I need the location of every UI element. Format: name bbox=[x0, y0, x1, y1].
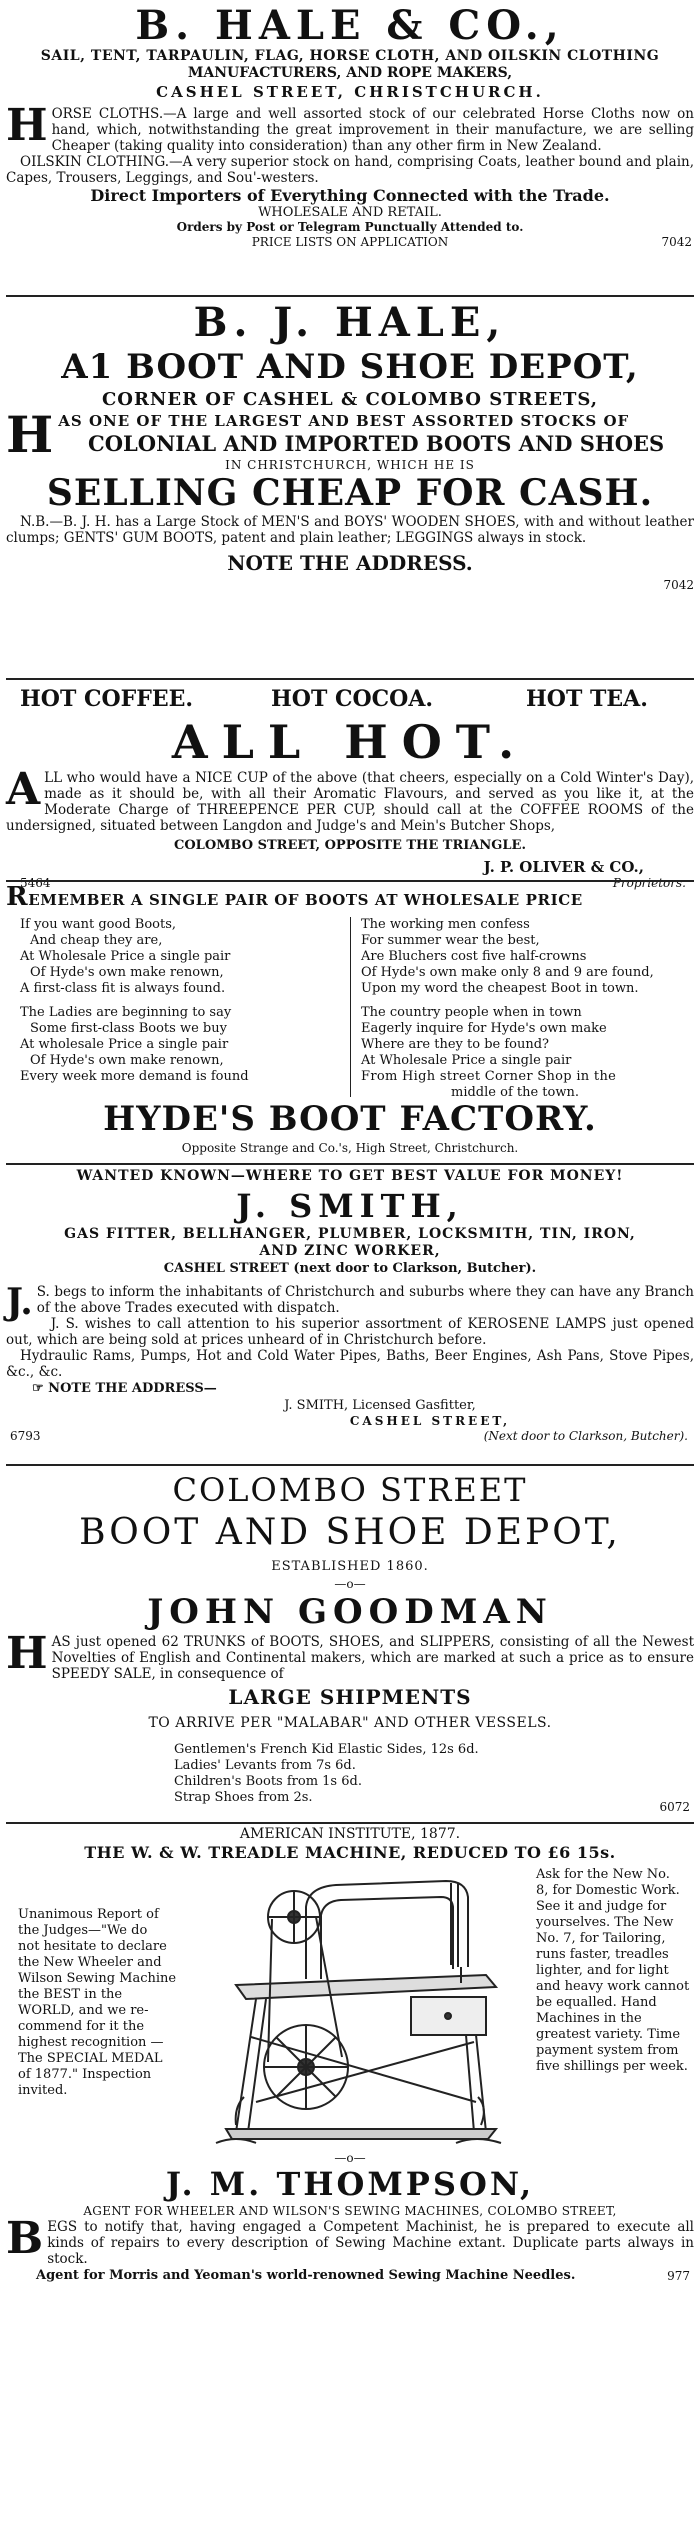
paragraph-text: S. begs to inform the inhabitants of Christchurch and suburbs where they can have any Branch of the above Trades executed with dispatch. bbox=[36, 1284, 694, 1316]
ad-signature: (Next door to Clarkson, Butcher). bbox=[483, 1429, 688, 1443]
sewing-machine-illustration bbox=[196, 1867, 516, 2152]
ad-hale-co bbox=[6, 4, 694, 249]
ad-bj-hale bbox=[6, 300, 694, 594]
testimonial-line: highest recognition — bbox=[18, 2035, 164, 2050]
ad-number: 6793 bbox=[10, 1429, 41, 1443]
ad-address: CORNER OF CASHEL & COLOMBO STREETS, bbox=[101, 389, 599, 410]
testimonial-line: of 1877." Inspection bbox=[18, 2067, 152, 2082]
ad-headline: THE W. & W. TREADLE MACHINE, REDUCED TO £6 15s. bbox=[84, 1843, 616, 1862]
ad-paragraph: N.B.—B. J. H. has a Large Stock of MEN'S and BOYS' WOODEN SHOES, with and without leather clumps; GENTS' GUM BOOTS, patent and plain leather; LEGGINGS always in stock. bbox=[6, 514, 694, 546]
ad-address: CASHEL STREET (next door to Clarkson, Butcher). bbox=[163, 1261, 537, 1276]
poem-line: And cheap they are, bbox=[30, 933, 163, 948]
ad-paragraph: Hydraulic Rams, Pumps, Hot and Cold Water Pipes, Baths, Beer Engines, Ash Pans, Stove Pipes, &c., &c. bbox=[6, 1348, 694, 1380]
poem-line: The working men confess bbox=[361, 917, 530, 932]
divider bbox=[6, 1464, 694, 1466]
ad-subtitle: MANUFACTURERS, AND ROPE MAKERS, bbox=[187, 65, 513, 81]
ad-john-goodman bbox=[6, 1470, 694, 1820]
paragraph-text: ORSE CLOTHS.—A large and well assorted stock of our celebrated Horse Cloths now on hand, which, notwithstanding the great improvement in their manufacture, we are selling Cheaper (taking quality into consideration) than any other firm in New Zealand. bbox=[51, 106, 694, 154]
drop-cap: H bbox=[6, 100, 48, 151]
ornament: —o— bbox=[334, 1577, 366, 1591]
drop-cap: H bbox=[6, 405, 55, 464]
ad-line: LARGE SHIPMENTS bbox=[228, 1685, 472, 1709]
testimonial-line: invited. bbox=[18, 2083, 68, 2098]
feature-line: lighter, and for light bbox=[536, 1963, 669, 1978]
ad-title: HYDE'S BOOT FACTORY. bbox=[103, 1099, 597, 1139]
feature-line: No. 7, for Tailoring, bbox=[536, 1931, 666, 1946]
ad-paragraph: J. S. wishes to call attention to his superior assortment of KEROSENE LAMPS just opened out, which are being sold at prices unheard of in Christchurch before. bbox=[6, 1316, 694, 1348]
ad-line: NOTE THE ADDRESS. bbox=[227, 551, 473, 575]
price-list bbox=[6, 1742, 694, 1820]
drop-cap: R bbox=[6, 882, 29, 912]
testimonial-line: the New Wheeler and bbox=[18, 1955, 162, 1970]
ad-paragraph bbox=[6, 1628, 694, 1682]
feature-line: 8, for Domestic Work. bbox=[536, 1883, 680, 1898]
divider bbox=[6, 678, 694, 680]
ad-address: COLOMBO STREET, OPPOSITE THE TRIANGLE. bbox=[174, 838, 526, 853]
ad-line: Orders by Post or Telegram Punctually Attended to. bbox=[176, 220, 524, 234]
note-line: ☞ NOTE THE ADDRESS— bbox=[32, 1381, 217, 1396]
poem-line: Of Hyde's own make only 8 and 9 are found, bbox=[361, 965, 654, 980]
testimonial-line: the Judges—"We do bbox=[18, 1923, 148, 1938]
poem-line: If you want good Boots, bbox=[20, 917, 177, 932]
ad-established: ESTABLISHED 1860. bbox=[271, 1559, 429, 1574]
poem-line: middle of the town. bbox=[451, 1085, 579, 1100]
poem-right-column bbox=[361, 917, 691, 1101]
paragraph-text: AS ONE OF THE LARGEST AND BEST ASSORTED STOCKS OF bbox=[58, 412, 630, 430]
ad-signature: J. SMITH, Licensed Gasfitter, bbox=[284, 1398, 476, 1413]
ad-line bbox=[6, 235, 694, 249]
poem-line: Where are they to be found? bbox=[361, 1037, 550, 1052]
testimonial-line: not hesitate to declare bbox=[18, 1939, 167, 1954]
ad-line: TO ARRIVE PER "MALABAR" AND OTHER VESSELS. bbox=[148, 1715, 552, 1731]
paragraph-text: EGS to notify that, having engaged a Competent Machinist, he is prepared to execute all kinds of repairs to every description of Sewing Machine extant. Duplicate parts always in stock. bbox=[47, 2219, 694, 2267]
feature-line: See it and judge for bbox=[536, 1899, 667, 1914]
ad-signature: J. P. OLIVER & CO., bbox=[483, 858, 644, 876]
testimonial-line: Wilson Sewing Machine bbox=[18, 1971, 177, 1986]
poem-line: The Ladies are beginning to say bbox=[20, 1005, 232, 1020]
poem-line: A first-class fit is always found. bbox=[20, 981, 226, 996]
divider bbox=[6, 295, 694, 297]
feature-line: yourselves. The New bbox=[536, 1915, 674, 1930]
testimonial-line: Unanimous Report of bbox=[18, 1907, 159, 1922]
ad-address: Opposite Strange and Co.'s, High Street, Christchurch. bbox=[181, 1141, 519, 1155]
testimonial-line: The SPECIAL MEDAL bbox=[18, 2051, 163, 2066]
ad-line: Direct Importers of Everything Connected with the Trade. bbox=[90, 186, 610, 205]
testimonial-line: WORLD, and we re- bbox=[18, 2003, 149, 2018]
feature-line: and heavy work cannot bbox=[536, 1979, 690, 1994]
poem-line: Every week more demand is found bbox=[20, 1069, 249, 1084]
poem-line: Eagerly inquire for Hyde's own make bbox=[361, 1021, 607, 1036]
price-item: Children's Boots from 1s 6d. bbox=[174, 1774, 362, 1789]
poem-line: From High street Corner Shop in the bbox=[361, 1069, 617, 1084]
ad-number: 7042 bbox=[663, 578, 694, 592]
poem-left-column bbox=[20, 917, 350, 1085]
feature-line: Machines in the bbox=[536, 2011, 642, 2026]
ad-header: AMERICAN INSTITUTE, 1877. bbox=[239, 1826, 461, 1842]
price-item: Ladies' Levants from 7s 6d. bbox=[174, 1758, 356, 1773]
divider bbox=[6, 1163, 694, 1165]
drop-cap: B bbox=[6, 2213, 44, 2264]
ad-headline: SELLING CHEAP FOR CASH. bbox=[46, 472, 654, 514]
ad-title: ALL HOT. bbox=[171, 715, 529, 769]
ad-paragraph: OILSKIN CLOTHING.—A very superior stock on hand, comprising Coats, leather bound and plain, Capes, Trousers, Leggings, and Sou'-westers. bbox=[6, 154, 694, 186]
testimonial-column bbox=[18, 1907, 188, 2099]
paragraph-text: LL who would have a NICE CUP of the above (that cheers, especially on a Cold Winter's Day), made as it should be, with all their Aromatic Flavours, and served as you like it, at the Moderate Charge of THREEPENCE PER CUP, should call at the COFFEE ROOMS of the undersigned, situated between Langdon and Judge's and Mein's Butcher Shops, bbox=[6, 770, 694, 834]
poem-line: The country people when in town bbox=[361, 1005, 582, 1020]
ad-footer bbox=[6, 2267, 694, 2285]
price-lists: PRICE LISTS ON APPLICATION bbox=[251, 235, 449, 249]
poem-line: Upon my word the cheapest Boot in town. bbox=[361, 981, 639, 996]
ad-title: B. HALE & CO., bbox=[135, 2, 565, 49]
poem bbox=[6, 917, 694, 1100]
ad-line: COLONIAL AND IMPORTED BOOTS AND SHOES bbox=[88, 431, 665, 456]
agent-needles: Agent for Morris and Yeoman's world-renowned Sewing Machine Needles. bbox=[36, 2268, 576, 2283]
header-text: EMEMBER A SINGLE PAIR OF BOOTS AT WHOLESALE PRICE bbox=[28, 891, 583, 909]
price-item: Strap Shoes from 2s. bbox=[174, 1790, 313, 1805]
ad-trades: AND ZINC WORKER, bbox=[259, 1243, 441, 1259]
poem-line: Are Bluchers cost five half-crowns bbox=[361, 949, 587, 964]
ad-footer bbox=[6, 1429, 694, 1444]
column-separator bbox=[350, 917, 351, 1097]
ad-headline: A1 BOOT AND SHOE DEPOT, bbox=[61, 347, 639, 387]
ad-name: JOHN GOODMAN bbox=[147, 1592, 553, 1632]
drop-cap: A bbox=[6, 764, 41, 815]
ad-agent-line: AGENT FOR WHEELER AND WILSON'S SEWING MACHINES, COLOMBO STREET, bbox=[83, 2204, 617, 2218]
ad-line: IN CHRISTCHURCH, WHICH HE IS bbox=[225, 458, 475, 472]
feature-line: greatest variety. Time bbox=[536, 2027, 681, 2042]
ad-all-hot bbox=[6, 684, 694, 891]
proprietors-label: Proprietors. bbox=[612, 876, 686, 890]
ad-header: COLOMBO STREET bbox=[172, 1471, 528, 1509]
price-items bbox=[174, 1742, 479, 1806]
hot-cocoa: HOT COCOA. bbox=[271, 686, 434, 712]
features-column bbox=[536, 1867, 694, 2075]
poem-line: At Wholesale Price a single pair bbox=[20, 949, 231, 964]
poem-line: Of Hyde's own make renown, bbox=[30, 965, 224, 980]
paragraph-text: AS just opened 62 TRUNKS of BOOTS, SHOES, and SLIPPERS, consisting of all the Newest Novelties of English and Continental makers, which are marked at such a price as to ensure SPEEDY SALE, in consequence of bbox=[51, 1634, 694, 1682]
feature-line: be equalled. Hand bbox=[536, 1995, 657, 2010]
poem-line: At Wholesale Price a single pair bbox=[361, 1053, 572, 1068]
feature-line: runs faster, treadles bbox=[536, 1947, 669, 1962]
poem-line: Some first-class Boots we buy bbox=[30, 1021, 227, 1036]
ornament: —o— bbox=[334, 2151, 366, 2165]
hot-tea: HOT TEA. bbox=[526, 686, 648, 712]
feature-line: five shillings per week. bbox=[536, 2059, 688, 2074]
ad-paragraph bbox=[6, 2213, 694, 2267]
ad-number: 5464 bbox=[20, 876, 51, 890]
ad-paragraph bbox=[6, 100, 694, 154]
ad-trades: GAS FITTER, BELLHANGER, PLUMBER, LOCKSMITH, TIN, IRON, bbox=[64, 1226, 636, 1242]
feature-line: payment system from bbox=[536, 2043, 679, 2058]
ad-address: CASHEL STREET, CHRISTCHURCH. bbox=[156, 83, 544, 101]
ad-line: WHOLESALE AND RETAIL. bbox=[258, 205, 442, 220]
ad-title: J. SMITH, bbox=[236, 1187, 464, 1225]
divider bbox=[6, 880, 694, 882]
feature-line: Ask for the New No. bbox=[536, 1867, 670, 1882]
ad-title: B. J. HALE, bbox=[193, 299, 507, 346]
ad-jm-thompson bbox=[6, 1826, 694, 2285]
ad-paragraph bbox=[6, 764, 694, 834]
ad-signature: CASHEL STREET, bbox=[349, 1414, 511, 1428]
ad-j-smith bbox=[6, 1166, 694, 1444]
ad-number: 6072 bbox=[659, 1800, 690, 1814]
testimonial-line: commend for it the bbox=[18, 2019, 145, 2034]
ad-name: J. M. THOMPSON, bbox=[165, 2165, 535, 2203]
poem-line: For summer wear the best, bbox=[361, 933, 540, 948]
price-item: Gentlemen's French Kid Elastic Sides, 12s 6d. bbox=[174, 1742, 479, 1757]
machine-section bbox=[6, 1867, 694, 2152]
drop-cap: H bbox=[6, 1628, 48, 1679]
ad-number: 977 bbox=[667, 2269, 690, 2283]
ad-number: 7042 bbox=[661, 235, 692, 249]
ad-title: BOOT AND SHOE DEPOT, bbox=[79, 1512, 621, 1553]
testimonial-line: the BEST in the bbox=[18, 1987, 123, 2002]
hot-coffee: HOT COFFEE. bbox=[20, 686, 194, 712]
poem-line: At wholesale Price a single pair bbox=[20, 1037, 229, 1052]
ad-paragraph bbox=[6, 1281, 694, 1323]
ad-header: WANTED KNOWN—WHERE TO GET BEST VALUE FOR MONEY! bbox=[76, 1168, 624, 1184]
ad-header-row bbox=[6, 684, 694, 714]
drop-cap: J. bbox=[6, 1281, 33, 1323]
divider bbox=[6, 1822, 694, 1824]
poem-line: Of Hyde's own make renown, bbox=[30, 1053, 224, 1068]
ad-subtitle: SAIL, TENT, TARPAULIN, FLAG, HORSE CLOTH, AND OILSKIN CLOTHING bbox=[40, 48, 660, 64]
